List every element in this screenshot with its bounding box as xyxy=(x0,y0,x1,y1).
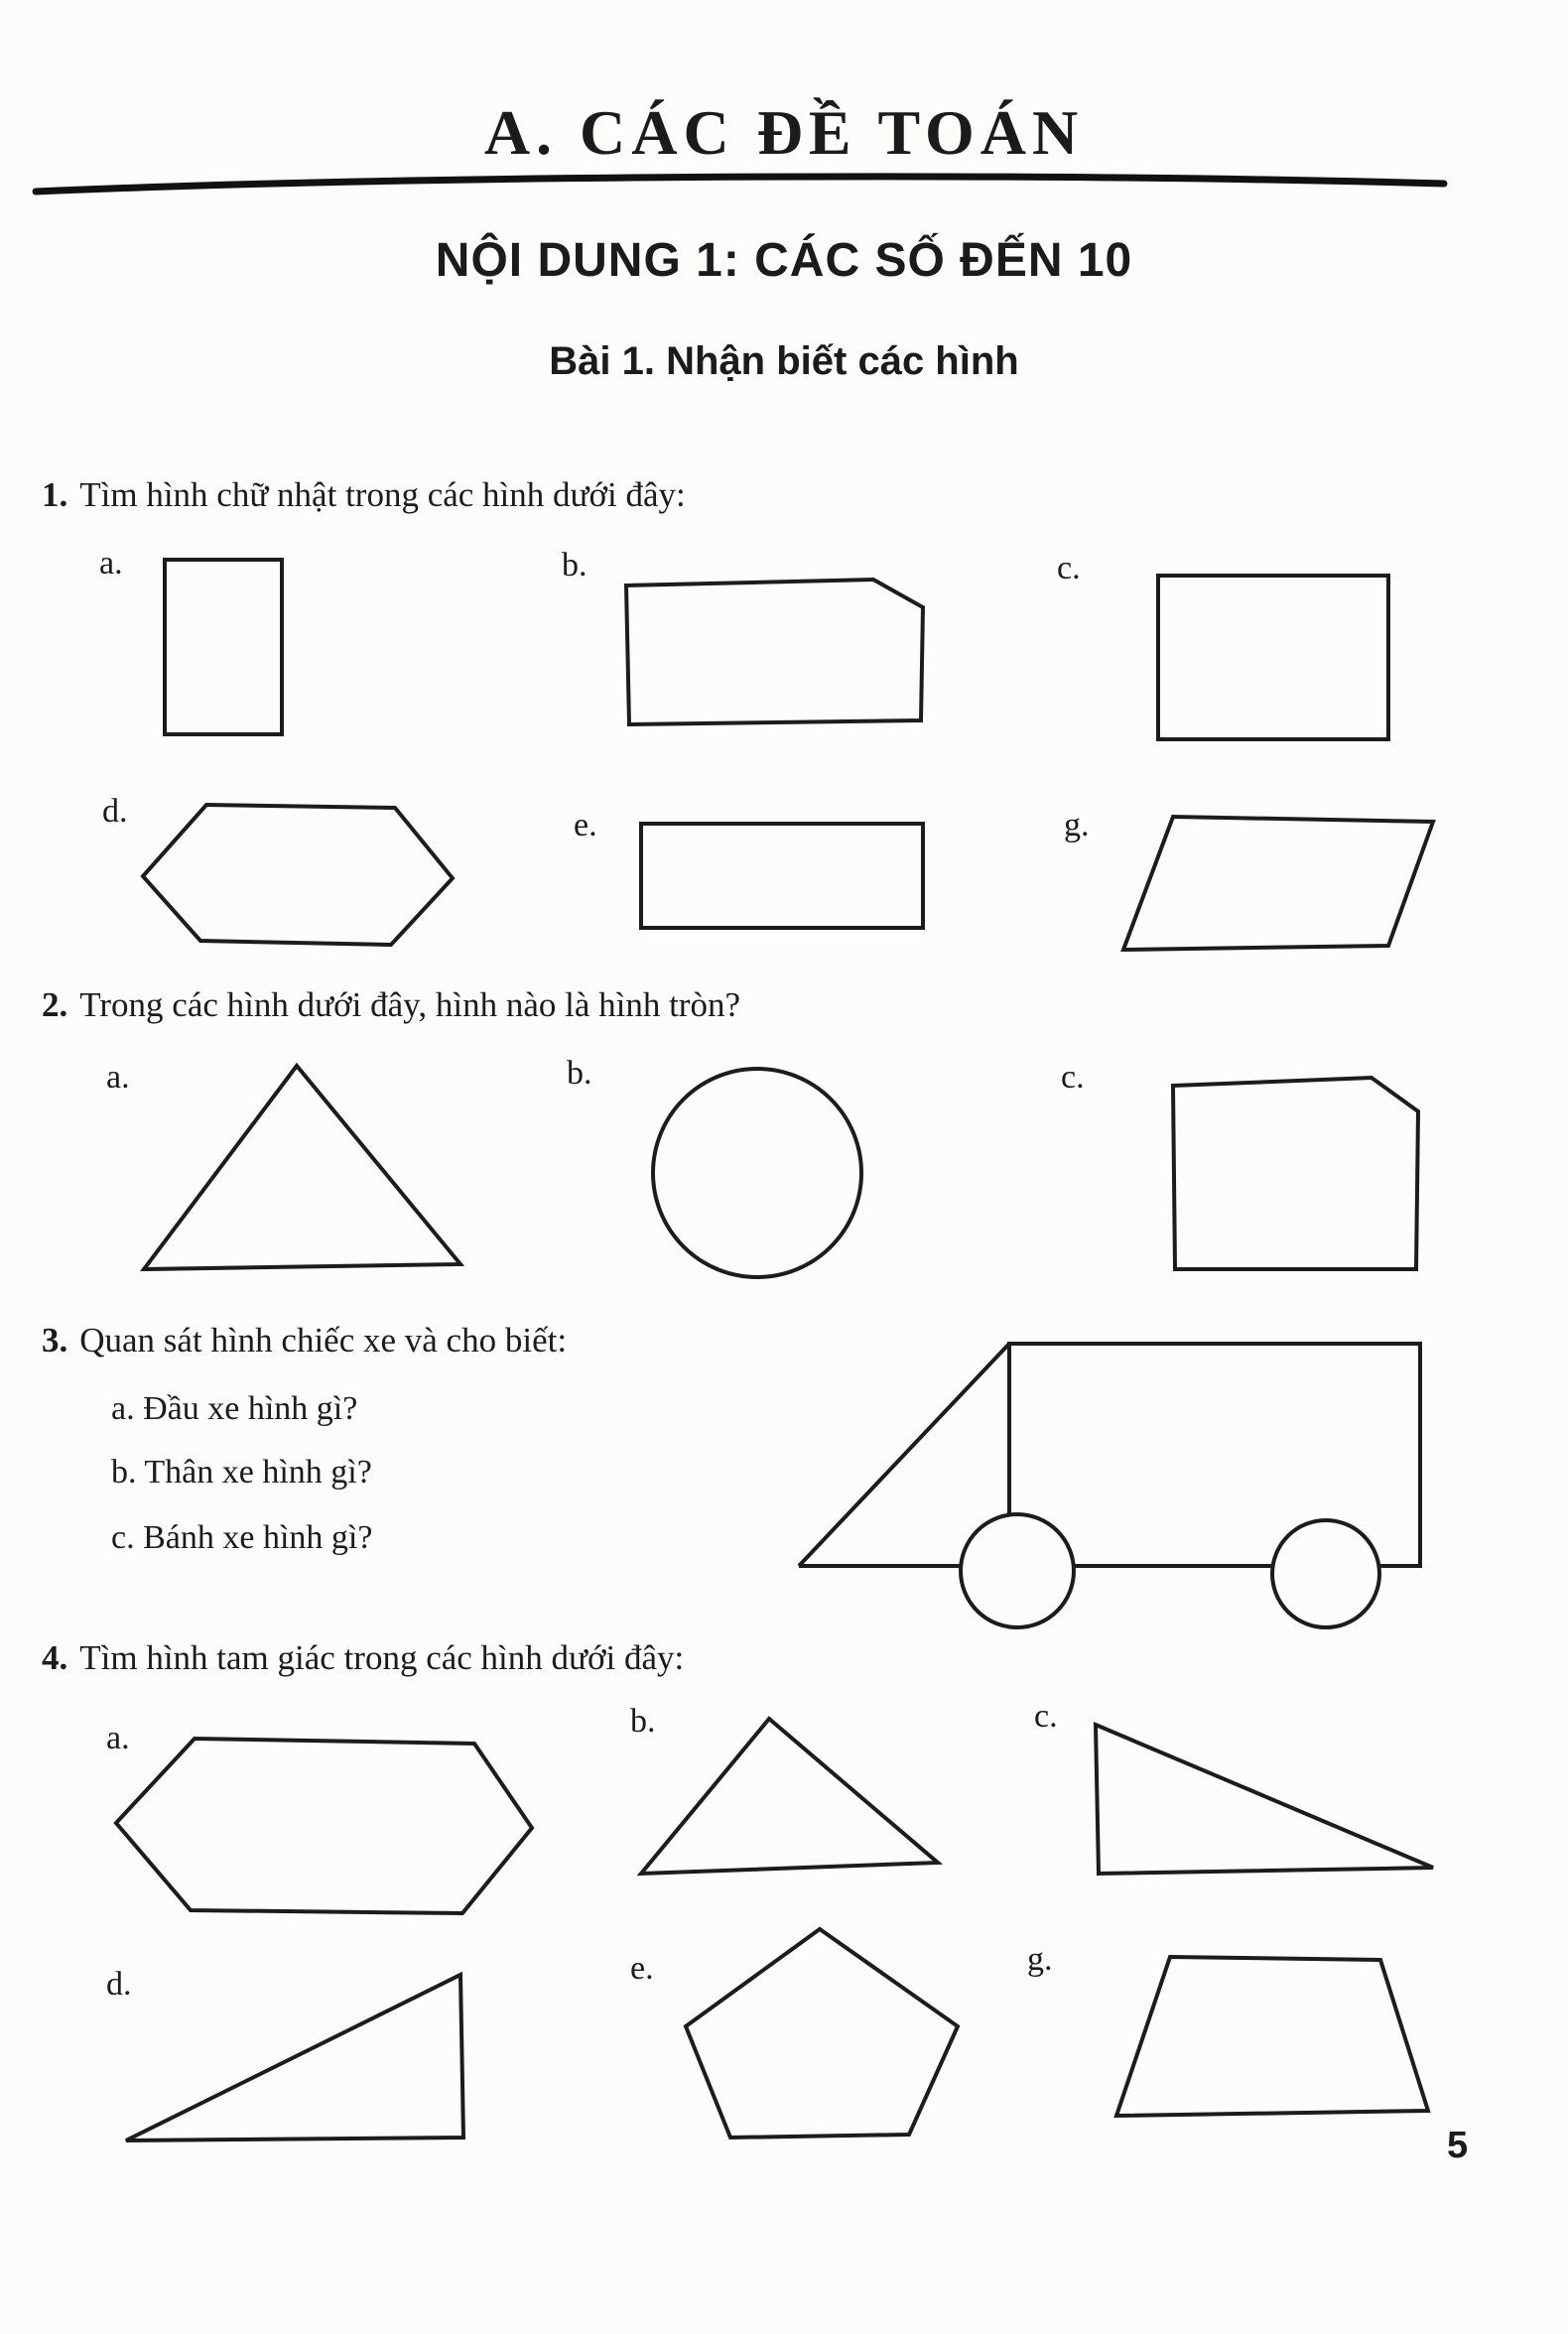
question-3 xyxy=(42,1320,567,1362)
label-q1-g: g. xyxy=(1064,807,1090,843)
question-1-number: 1. xyxy=(42,475,68,514)
label-q4-e: e. xyxy=(630,1950,654,1987)
question-1-text: Tìm hình chữ nhật trong các hình dưới đây: xyxy=(79,475,686,514)
question-4-text: Tìm hình tam giác trong các hình dưới đây: xyxy=(79,1638,685,1677)
truck-wheel-circle xyxy=(1272,1520,1379,1627)
label-q1-e: e. xyxy=(574,807,597,843)
question-2-text: Trong các hình dưới đây, hình nào là hình tròn? xyxy=(79,985,741,1024)
question-2-number: 2. xyxy=(42,985,68,1024)
label-q4-c: c. xyxy=(1034,1698,1058,1735)
label-q1-b: b. xyxy=(562,547,588,584)
page-number: 5 xyxy=(1447,2125,1469,2166)
label-q4-d: d. xyxy=(106,1966,132,2003)
question-3-sub-b: b. Thân xe hình gì? xyxy=(111,1454,372,1491)
pentagon-shape xyxy=(680,1923,966,2143)
label-q2-b: b. xyxy=(567,1055,592,1092)
label-q1-a: a. xyxy=(99,545,123,582)
parallelogram-shape xyxy=(1113,809,1441,958)
truck-drawing xyxy=(789,1330,1439,1629)
rectangle-landscape-shape xyxy=(1151,568,1397,746)
trapezoid-shape xyxy=(1111,1950,1434,2121)
hexagon-shape xyxy=(111,1732,540,1922)
question-3-number: 3. xyxy=(42,1321,68,1360)
question-3-sub-a: a. Đầu xe hình gì? xyxy=(111,1390,358,1427)
label-q2-a: a. xyxy=(106,1059,130,1096)
section-heading: NỘI DUNG 1: CÁC SỐ ĐẾN 10 xyxy=(435,234,1133,287)
question-2 xyxy=(42,984,740,1026)
title-underline xyxy=(28,167,1452,200)
rectangle-portrait-shape xyxy=(157,552,296,745)
question-3-text: Quan sát hình chiếc xe và cho biết: xyxy=(79,1321,568,1360)
triangle-shape xyxy=(134,1058,471,1278)
hexagon-shape xyxy=(137,799,459,956)
question-4-number: 4. xyxy=(42,1638,68,1677)
right-triangle-shape xyxy=(117,1967,472,2145)
lesson-heading: Bài 1. Nhận biết các hình xyxy=(549,339,1019,383)
question-4 xyxy=(42,1637,684,1679)
rectangle-landscape-shape xyxy=(635,818,929,935)
label-q4-g: g. xyxy=(1027,1941,1053,1978)
cut-corner-rectangle-shape xyxy=(1166,1072,1426,1278)
question-1 xyxy=(42,474,686,516)
right-triangle-shape xyxy=(1087,1715,1442,1881)
label-q4-b: b. xyxy=(630,1703,656,1740)
triangle-shape xyxy=(633,1709,946,1882)
question-3-sub-c: c. Bánh xe hình gì? xyxy=(111,1519,373,1556)
label-q1-c: c. xyxy=(1057,550,1081,586)
page-title: A. CÁC ĐỀ TOÁN xyxy=(483,97,1085,168)
cut-corner-rectangle-shape xyxy=(620,548,933,731)
label-q2-c: c. xyxy=(1061,1059,1085,1096)
label-q4-a: a. xyxy=(106,1720,130,1756)
truck-wheel-circle xyxy=(961,1514,1074,1627)
circle-shape xyxy=(645,1060,873,1288)
label-q1-d: d. xyxy=(102,793,128,830)
